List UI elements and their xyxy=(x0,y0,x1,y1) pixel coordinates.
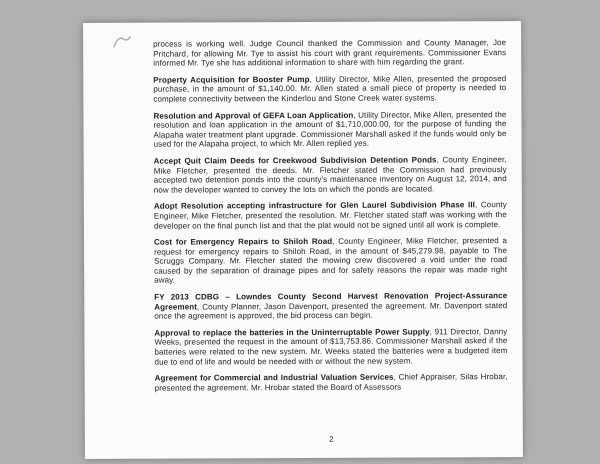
paragraph-body: , 911 Director, Danny Weeks, presented the request in the amount of $13,753.86. Commissioner Marshall asked if the batteries were related to the new system. Mr. Weeks stated the batteries were a budgeted item due to end of life and would be needed with or without the new system. xyxy=(154,326,508,367)
minutes-paragraph xyxy=(154,155,507,195)
paragraph-heading: Accept Quit Claim Deeds for Creekwood Subdivision Detention Ponds xyxy=(153,155,437,166)
minutes-paragraph xyxy=(154,236,507,286)
paragraph-body: , County Engineer, Mike Fletcher, presented the resolution. Mr. Fletcher stated staff was working with the developer on the final punch list and that the plat would not be signed until all work is complete. xyxy=(153,200,507,231)
minutes-paragraph xyxy=(154,200,507,230)
paragraph-heading: Cost for Emergency Repairs to Shiloh Road xyxy=(153,236,333,247)
paragraph-heading: FY 2013 CDBG – Lowndes County Second Harvest Renovation Project-Assurance Agreement xyxy=(154,291,508,312)
paragraph-body: process is working well. Judge Council thanked the Commission and County Manager, Joe Pritchard, for allowing Mr. Tye to assist his court with grant requirements. Commissioner Evans informed Mr. Tye she has additional information to share with him regarding the grant. xyxy=(153,38,507,68)
paragraph-heading: Resolution and Approval of GEFA Loan Application xyxy=(153,110,354,121)
paragraph-body: , Utility Director, Mike Allen, presented the resolution and loan application in the amount of $1,710,000.00, for the purpose of funding the Alapaha water treatment plant upgrade. Commissioner Marshall asked if the funds would only be used for the Alapaha project, to which Mr. Allen replied yes. xyxy=(153,109,507,149)
minutes-paragraph xyxy=(154,327,507,367)
page-number: 2 xyxy=(329,434,334,444)
paragraph-heading: Adopt Resolution accepting infrastructure for Glen Laurel Subdivision Phase III xyxy=(153,200,475,211)
paragraph-body: , County Engineer, Mike Fletcher, presented the deeds. Mr. Fletcher stated the Commission had previously accepted two detention ponds into the county's maintenance inventory on August 12, 2014, and now the developer wanted to convey the lots on which the ponds are located. xyxy=(153,155,507,195)
paragraph-body: , Chief Appraiser, Silas Hrobar, presented the agreement. Mr. Hrobar stated the Board of Assessors xyxy=(154,372,508,393)
minutes-paragraph xyxy=(153,74,506,104)
paragraph-heading: Agreement for Commercial and Industrial Valuation Services xyxy=(154,372,394,383)
paragraph-body: , County Planner, Jason Davenport, presented the agreement. Mr. Davenport stated once the agreement is approved, the bid process can begin. xyxy=(154,300,508,321)
minutes-paragraph xyxy=(154,291,507,321)
minutes-paragraph xyxy=(153,110,506,150)
paragraph-body: , County Engineer, Mike Fletcher, presented a request for emergency repairs to Shiloh Road, in the amount of $45,279.98, payable to The Scruggs Company. Mr. Fletcher stated the mowing crew discovered a void under the road caused by the separation of drainage pipes and for safety reasons the repair was made right away. xyxy=(154,236,508,286)
paragraph-heading: Property Acquisition for Booster Pump xyxy=(153,74,310,85)
paragraph-body: , Utility Director, Mike Allen, presented the proposed purchase, in the amount of $1,140.00. Mr. Allen stated a small piece of property is needed to complete connectivity between the Kinderlou and Stone Creek water systems. xyxy=(153,73,507,104)
minutes-paragraph xyxy=(153,38,506,68)
page-content xyxy=(153,38,508,400)
minutes-paragraph xyxy=(155,372,508,393)
paragraph-heading: Approval to replace the batteries in the Uninterruptable Power Supply xyxy=(154,327,430,338)
handwritten-pen-mark-icon xyxy=(111,33,133,51)
document-page xyxy=(83,21,523,459)
